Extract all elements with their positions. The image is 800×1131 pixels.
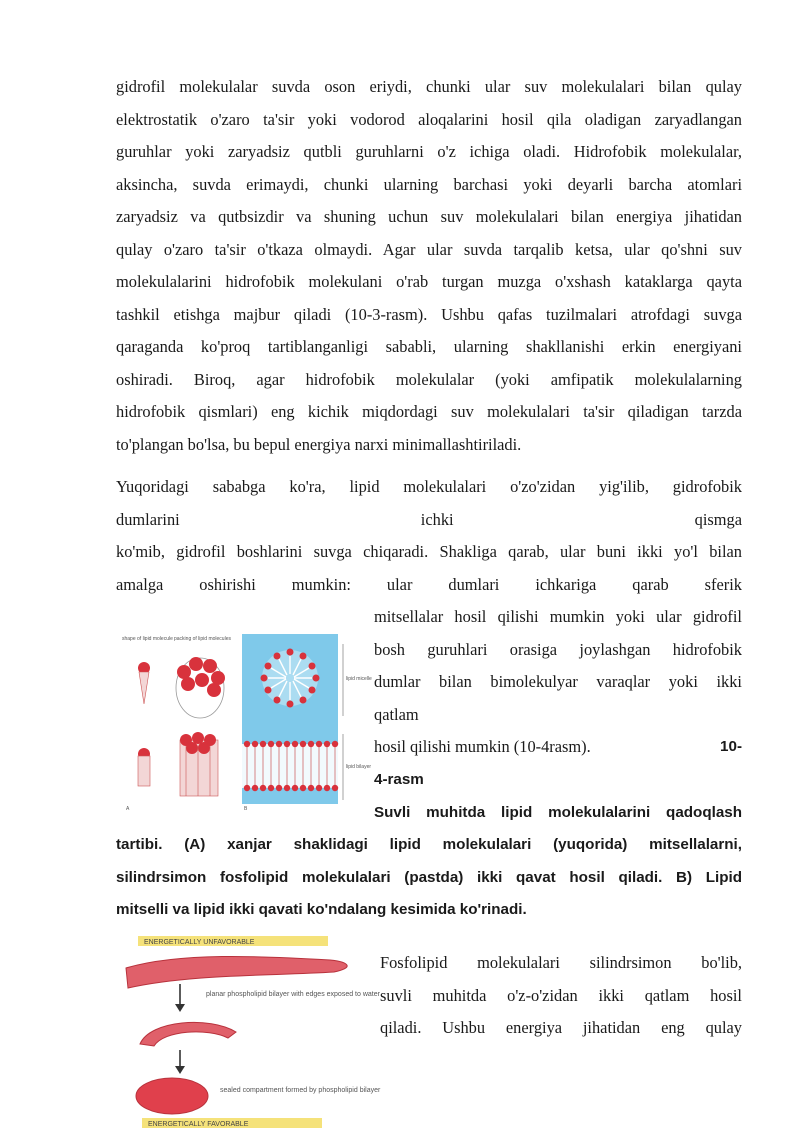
label-b: B — [244, 806, 248, 812]
lipid-packing-figure — [118, 628, 372, 814]
micelle-packing-icon — [176, 657, 225, 718]
label-a: A — [126, 806, 130, 812]
planar-bilayer-sheet — [126, 956, 347, 988]
paragraph-right-column — [374, 601, 742, 731]
paragraph-end-text: hosil qilishi mumkin (10-4rasm). — [374, 737, 591, 756]
text-line: Yuqoridagi sababga ko'ra, lipid molekulalari o'zo'zidan yig'ilib, gidrofobik — [116, 477, 742, 496]
note-planar: planar phospholipid bilayer with edges exposed to water — [206, 991, 380, 998]
text-line: mitsellalar hosil qilishi mumkin yoki ular gidrofil — [374, 607, 742, 626]
caption-line: mitselli va lipid ikki qavati ko'ndalang kesimida ko'rinadi. — [116, 901, 527, 918]
text-line: tashkil etishga majbur qiladi (10-3-rasm). Ushbu qafas tuzilmalari atrofdagi suvga — [116, 304, 742, 324]
text-line: qatlam — [374, 704, 419, 724]
text-line: ko'mib, gidrofil boshlarini suvga chiqaradi. Shakliga qarab, ular buni ikki yo'l bilan — [116, 542, 742, 561]
text-line: qulay o'zaro ta'sir o'tkaza olmaydi. Agar ular suvda tarqalib ketsa, ular qo'shni suv — [116, 239, 742, 259]
bilayer-energetics-figure — [120, 934, 381, 1130]
text-line: dumlar bilan bimolekulyar varaqlar yoki ikki — [374, 672, 742, 691]
header-unfavorable: ENERGETICALLY UNFAVORABLE — [144, 939, 255, 946]
text-line: molekulalarini hidrofobik molekulani o'rab turgan muzga o'xshash kataklarga qayta — [116, 272, 742, 291]
text-line: Fosfolipid molekulalari silindrsimon bo'lib, — [380, 953, 742, 972]
text-line: oshiradi. Biroq, agar hidrofobik molekulalar (yoki amfipatik molekulalarning — [116, 369, 742, 389]
text-line: qiladi. Ushbu energiya jihatidan eng qulay — [380, 1018, 742, 1037]
text-line: bosh guruhlari orasiga joylashgan hidrofobik — [374, 639, 742, 659]
text-line: suvli muhitda o'z-o'zidan ikki qatlam hosil — [380, 985, 742, 1005]
text-line: aksincha, suvda erimaydi, chunki ularning barchasi yoki deyarli barcha atomlari — [116, 174, 742, 194]
caption-line: tartibi. (A) xanjar shaklidagi lipid molekulalari (yuqorida) mitsellalarni, — [116, 836, 742, 853]
text-line: hidrofobik qismlari) eng kichik miqdordagi suv molekulalari ta'sir qiladigan tarzda — [116, 402, 742, 421]
curving-bilayer — [140, 1022, 236, 1046]
caption-line: silindrsimon fosfolipid molekulalari (pastda) ikki qavat hosil qiladi. B) Lipid — [116, 868, 742, 886]
text-line: guruhlar yoki zaryadsiz qutbli guruhlarni o'z ichiga oladi. Hidrofobik molekulalar, — [116, 142, 742, 161]
text-line: to'plangan bo'lsa, bu bepul energiya narxi minimallashtiriladi. — [116, 434, 522, 454]
text-line: elektrostatik o'zaro ta'sir yoki vodorod aloqalarini hosil qila oladigan zaryadlangan — [116, 109, 742, 129]
label-packing: packing of lipid molecules — [174, 636, 231, 642]
note-sealed: sealed compartment formed by phospholipid bilayer — [220, 1087, 381, 1094]
figure-number-part1: 10- — [720, 738, 742, 755]
bilayer-packing-icon — [180, 732, 218, 796]
text-line: amalga oshirishi mumkin: ular dumlari ichkariga qarab sferik — [116, 574, 742, 594]
bilayer-cross-section-icon — [242, 741, 338, 791]
text-line: dumlarini ichki qismga — [116, 509, 742, 529]
figure-caption — [116, 829, 742, 927]
figure-number-part2: 4-rasm — [374, 771, 424, 788]
wedge-lipid-icon — [138, 662, 150, 704]
text-line: qaraganda ko'proq tartiblanganligi sababli, ularning shakllanishi erkin energiyani — [116, 337, 742, 356]
paragraph-hydrophilic — [116, 71, 742, 461]
label-shape-lipid: shape of lipid molecule — [122, 636, 173, 642]
header-favorable: ENERGETICALLY FAVORABLE — [148, 1121, 249, 1128]
sealed-compartment — [136, 1078, 208, 1114]
caption-right-line: Suvli muhitda lipid molekulalarini qadoqlash — [374, 804, 742, 821]
text-line: gidrofil molekulalar suvda oson eriydi, chunki ular suv molekulalari bilan qulay — [116, 77, 742, 96]
paragraph-phospholipid — [380, 947, 742, 1045]
text-line: zaryadsiz va qutbsizdir va shuning uchun suv molekulalari bilan energiya jihatidan — [116, 207, 742, 226]
label-bilayer: lipid bilayer — [346, 764, 372, 770]
label-micelle: lipid micelle — [346, 676, 372, 682]
paragraph-lipid-assembly — [116, 471, 742, 601]
cylinder-lipid-icon — [138, 748, 150, 786]
